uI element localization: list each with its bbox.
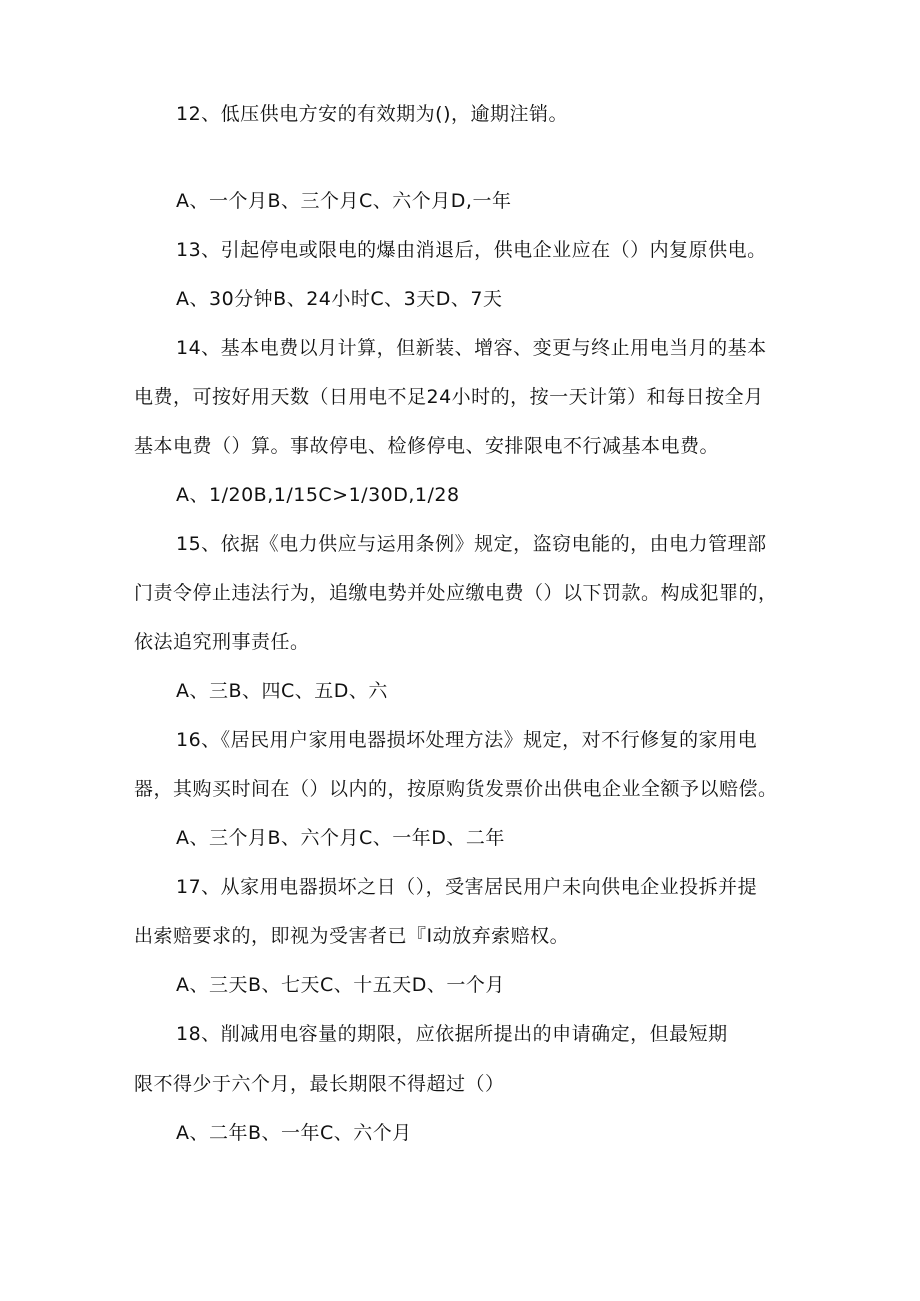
question-16-line-2: 器，其购买时间在（）以内的，按原购货发票价出供电企业全额予以赔偿。	[134, 778, 778, 800]
question-13-options: A、30分钟B、24小时C、3天D、7天	[176, 288, 503, 310]
question-14-line-3: 基本电费（）算。事故停电、检修停电、安排限电不行减基本电费。	[134, 435, 720, 457]
question-17-options: A、三天B、七天C、十五天D、一个月	[176, 974, 505, 996]
question-17-line-1: 17、从家用电器损坏之日（），受害居民用户未向供电企业投拆并提	[176, 876, 758, 898]
question-15-line-3: 依法追究刑事责任。	[134, 631, 310, 653]
question-12-options: A、一个月B、三个月C、六个月D,一年	[176, 190, 512, 212]
question-14-options: A、1/20B,1/15C>1/30D,1/28	[176, 484, 460, 506]
question-16-line-1: 16、《居民用户家用电器损坏处理方法》规定，对不行修复的家用电	[176, 729, 758, 751]
question-15-line-2: 门责令停止违法行为，追缴电势并处应缴电费（）以下罚款。构成犯罪的，	[134, 582, 778, 604]
question-16-options: A、三个月B、六个月C、一年D、二年	[176, 827, 505, 849]
question-17-line-2: 出索赔要求的，即视为受害者已『I动放弃索赔权。	[134, 925, 570, 947]
question-18-line-1: 18、削减用电容量的期限，应依据所提出的申请确定，但最短期	[176, 1023, 728, 1045]
question-15-line-1: 15、依据《电力供应与运用条例》规定，盗窃电能的，由电力管理部	[176, 533, 767, 555]
question-18-line-2: 限不得少于六个月，最长期限不得超过（）	[134, 1073, 505, 1095]
question-13-line-1: 13、引起停电或限电的爆由消退后，供电企业应在（）内复原供电。	[176, 239, 767, 261]
question-12-line-1: 12、低压供电方安的有效期为()，逾期注销。	[176, 103, 569, 125]
question-14-line-2: 电费，可按好用天数（日用电不足24小时的，按一天计第）和每日按全月	[134, 386, 764, 408]
question-18-options: A、二年B、一年C、六个月	[176, 1122, 412, 1144]
question-15-options: A、三B、四C、五D、六	[176, 680, 388, 702]
question-14-line-1: 14、基本电费以月计算，但新装、增容、变更与终止用电当月的基本	[176, 337, 767, 359]
